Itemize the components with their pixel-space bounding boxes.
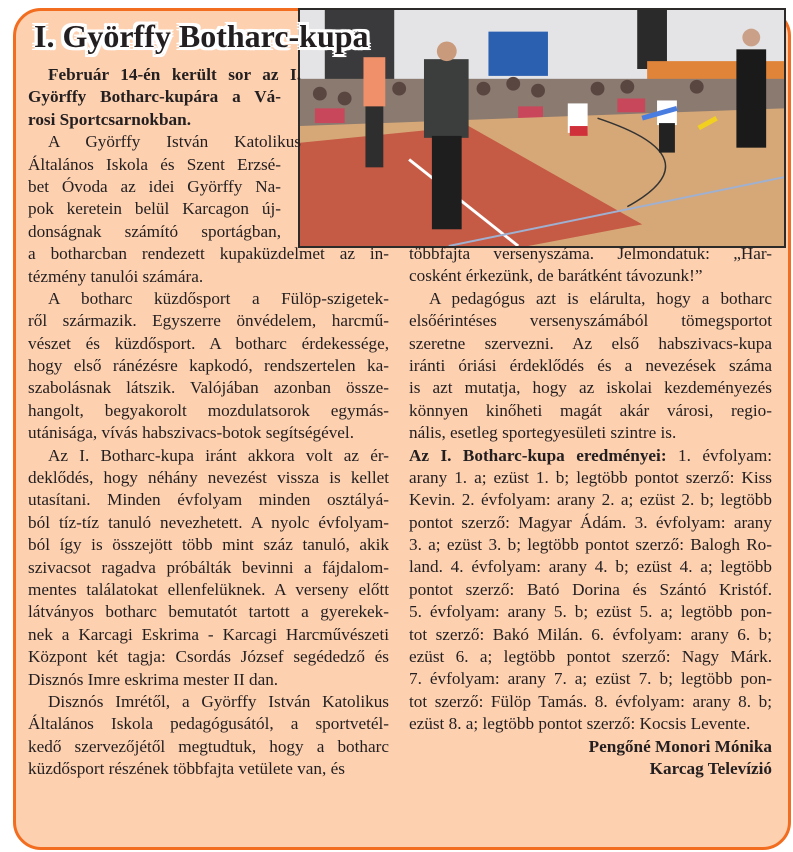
paragraph-3-line [28, 400, 389, 422]
line-text: vészet és küzdősport. A botharc érdekessége, [28, 333, 389, 353]
line-text: 3. a; ezüst 3. b; legtöbb pontot szerző: Balogh Ro- [409, 535, 772, 555]
paragraph-3-line [409, 624, 772, 646]
paragraph-4-line [28, 467, 389, 489]
paragraph-1-line [28, 109, 281, 131]
paragraph-5-line [28, 736, 389, 758]
paragraph-2-line [409, 310, 772, 332]
line-text: cosként érkezünk, de barátként távozunk!” [409, 266, 703, 286]
line-text: Általános Iskola pedagógusától, a sportvetél- [28, 714, 389, 734]
line-text: látványos botharc bemutatót tartott a gyerekek- [28, 602, 389, 622]
line-text: Györffy Botharc-kupára a Vá- [28, 87, 281, 107]
paragraph-2-line [409, 422, 772, 444]
line-text: bet Óvoda az idei Györffy Na- [28, 176, 281, 196]
paragraph-4-line [28, 579, 389, 601]
paragraph-3-line [409, 534, 772, 556]
paragraph-3-line [409, 512, 772, 534]
paragraph-4-line [28, 646, 389, 668]
line-text: Központ két tagja: Csordás József segédedző és [28, 647, 389, 667]
paragraph-2-line [28, 176, 281, 198]
line-text: pok keretein belül Karcagon új- [28, 199, 281, 219]
line-text: Az I. Botharc-kupa iránt akkora volt az ér- [48, 445, 389, 465]
paragraph-4-line [28, 489, 389, 511]
line-text: tot szerző: Fülöp Tamás. 8. évfolyam: arany 8. b; [409, 691, 772, 711]
paragraph-2-line [409, 377, 772, 399]
paragraph-4-line [28, 557, 389, 579]
paragraph-4-line [28, 512, 389, 534]
paragraph-5-line [28, 758, 389, 780]
paragraph-2-line [28, 243, 389, 265]
line-text: 5. évfolyam: arany 5. b; ezüst 5. a; legtöbb pon- [409, 602, 772, 622]
line-text: Disznós Imre eskrima mester II dan. [28, 669, 279, 689]
paragraph-3-line [409, 713, 772, 735]
line-text: ból tíz-tíz tanuló nevezhetett. A nyolc évfolyam- [28, 512, 389, 532]
paragraph-4-line [28, 445, 389, 467]
paragraph-3-line [409, 579, 772, 601]
line-text: elsőérintéses versenyszámából tömegsportot [409, 311, 772, 331]
paragraph-2-line [28, 131, 301, 153]
line-text: hangolt, begyakorolt mozdulatsorok egymás- [28, 400, 389, 420]
paragraph-5-line [28, 713, 389, 735]
line-text: ból így is összejött több mint száz tanuló, akik [28, 535, 389, 555]
signature-organization: Karcag Televízió [649, 758, 772, 778]
results-heading: Az I. Botharc-kupa eredményei: [409, 445, 667, 465]
paragraph-3-line [409, 691, 772, 713]
paragraph-2-line [28, 221, 281, 243]
line-text: is azt mutatja, hogy az iskolai kezdeményezés [409, 378, 772, 398]
line-text: donságnak számító sportágban, [28, 221, 281, 241]
paragraph-1-line [28, 86, 281, 108]
line-text: 1. évfolyam: [666, 445, 772, 465]
line-text: hogy első ránézésre kapkodó, rendszertelen ka- [28, 356, 389, 376]
paragraph-3-line [28, 377, 389, 399]
paragraph-3-line [409, 445, 772, 467]
line-text: ezüst 6. a; legtöbb pontot szerző: Nagy Márk. [409, 647, 772, 667]
line-text: Kevin. 2. évfolyam: arany 2. a; ezüst 2. b; legtöbb [409, 490, 772, 510]
paragraph-2-line [28, 154, 281, 176]
line-text: A Györffy István Katolikus [48, 132, 301, 152]
line-text: pontot szerző: Magyar Ádám. 3. évfolyam: arany [409, 512, 772, 532]
line-text: szeretne szervezni. Az első habszivacs-kupa [409, 333, 772, 353]
paragraph-3-line [28, 288, 389, 310]
signature-author: Pengőné Monori Mónika [588, 736, 772, 756]
line-text: szabolásnak látszik. Valójában azonban össze- [28, 378, 389, 398]
paragraph-3-line [28, 355, 389, 377]
line-text: nális, esetleg sportegyesületi szintre is. [409, 423, 677, 443]
paragraph-2-line [409, 288, 772, 310]
line-text: ezüst 8. a; legtöbb pontot szerző: Kocsis Levente. [409, 714, 751, 734]
paragraph-3-line [409, 489, 772, 511]
line-text: Általános Iskola és Szent Erzsé- [28, 154, 281, 174]
line-text: a botharcban rendezett kupaküzdelmet az in- [28, 244, 389, 264]
line-text: A botharc küzdősport a Fülöp-szigetek- [48, 288, 389, 308]
line-text: nek a Karcagi Eskrima - Karcagi Harcművészeti [28, 624, 389, 644]
paragraph-3-line [409, 467, 772, 489]
line-text: arany 1. a; ezüst 1. b; legtöbb pontot szerző: Kiss [409, 467, 772, 487]
line-text: küzdősport részének többfajta vetülete van, és [28, 759, 345, 779]
paragraph-3-line [409, 556, 772, 578]
paragraph-3-line [28, 333, 389, 355]
line-text: tot szerző: Bakó Milán. 6. évfolyam: arany 6. b; [409, 624, 772, 644]
line-text: deklődés, hogy néhány nevezést vissza is kellet [28, 468, 389, 488]
line-text: tézmény tanulói számára. [28, 266, 204, 286]
line-text: land. 4. évfolyam: arany 4. b; ezüst 4. a; legtöbb [409, 557, 772, 577]
paragraph-3-line [28, 422, 389, 444]
paragraph-2-line [409, 333, 772, 355]
line-text: Disznós Imrétől, a Györffy István Katolikus [48, 691, 389, 711]
paragraph-2-line [28, 198, 281, 220]
paragraph-2-line [409, 355, 772, 377]
left-column [28, 64, 389, 781]
paragraph-1-line [28, 64, 301, 86]
line-text: utánisága, vívás habszivacs-botok segítségével. [28, 423, 354, 443]
line-text: pontot szerző: Bató Dorina és Szántó Kristóf. [409, 579, 772, 599]
line-text: rosi Sportcsarnokban. [28, 109, 191, 129]
line-text: A pedagógus azt is elárulta, hogy a botharc [429, 288, 772, 308]
paragraph-4-line [28, 624, 389, 646]
line-text: ről származik. Egyszerre önvédelem, harcmű- [28, 311, 389, 331]
paragraph-2-line [409, 400, 772, 422]
paragraph-5-line [28, 691, 389, 713]
line-text: Február 14-én került sor az I. [48, 65, 301, 84]
paragraph-1-line [409, 265, 772, 287]
paragraph-2-line [28, 266, 389, 288]
paragraph-3-line [28, 310, 389, 332]
line-text: 7. évfolyam: arany 7. a; ezüst 7. b; legtöbb pon- [409, 669, 772, 689]
right-column [409, 243, 772, 780]
line-text: könnyen kinőheti magát akár városi, regio- [409, 400, 772, 420]
paragraph-4-line [28, 669, 389, 691]
line-text: mentes találatokat ellenfelüknek. A verseny előtt [28, 579, 389, 599]
paragraph-3-line [409, 646, 772, 668]
line-text: kedő szervezőjétől megtudtuk, hogy a botharc [28, 736, 389, 756]
article-title: I. Györffy Botharc-kupa [34, 18, 369, 54]
paragraph-4-line [28, 601, 389, 623]
line-text: szivacsot ragadva próbálták bevinni a fájdalom- [28, 557, 389, 577]
line-text: többfajta versenyszáma. Jelmondatuk: „Har- [409, 244, 772, 263]
line-text: utasítani. Minden évfolyam minden osztályá- [28, 490, 389, 510]
paragraph-1-line [409, 243, 772, 265]
paragraph-4-line [28, 534, 389, 556]
line-text: iránti óriási érdeklődés és a nevezések száma [409, 355, 772, 375]
paragraph-3-line [409, 601, 772, 623]
paragraph-3-line [409, 668, 772, 690]
